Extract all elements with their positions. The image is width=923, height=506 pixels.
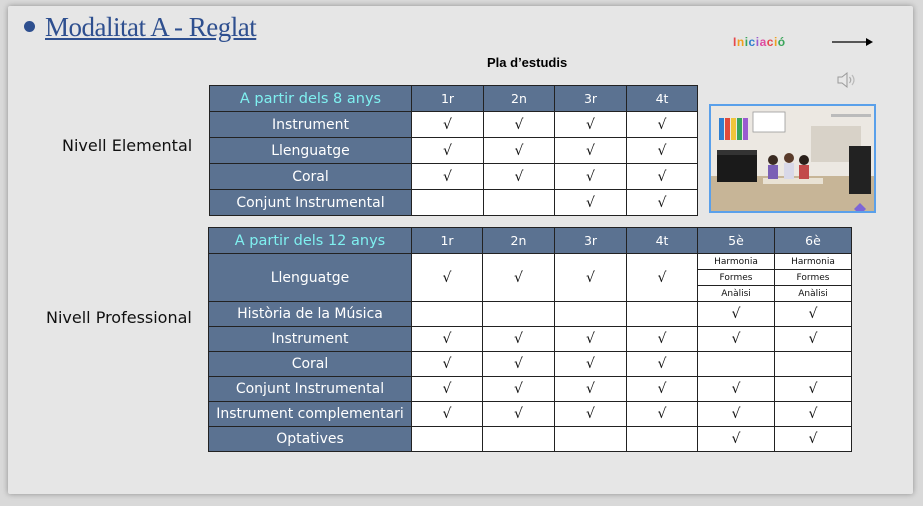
- subject-cell: Instrument: [209, 327, 412, 352]
- iniciacio-link[interactable]: [733, 35, 786, 49]
- check-cell: √: [555, 352, 627, 377]
- subject-cell: Instrument complementari: [209, 402, 412, 427]
- table-row: [210, 190, 698, 216]
- subject-cell: Conjunt Instrumental: [210, 190, 412, 216]
- check-cell: √: [412, 402, 483, 427]
- check-cell: [484, 190, 555, 216]
- check-cell: √: [627, 327, 698, 352]
- check-cell: √: [627, 164, 698, 190]
- check-cell: √: [627, 402, 698, 427]
- elemental-col-2: 2n: [484, 86, 555, 112]
- check-cell: √: [412, 377, 483, 402]
- subject-cell: Optatives: [209, 427, 412, 452]
- elemental-col-4: 4t: [627, 86, 698, 112]
- check-cell: √: [698, 302, 775, 327]
- check-cell: [483, 427, 555, 452]
- subject-cell: Història de la Música: [209, 302, 412, 327]
- sub-cell: Harmonia: [698, 254, 775, 270]
- subject-cell: Coral: [210, 164, 412, 190]
- check-cell: [627, 427, 698, 452]
- check-cell: √: [555, 138, 627, 164]
- check-cell: √: [555, 190, 627, 216]
- check-cell: √: [775, 402, 852, 427]
- table-row: [209, 402, 852, 427]
- check-cell: √: [412, 138, 484, 164]
- check-cell: √: [412, 352, 483, 377]
- check-cell: [775, 352, 852, 377]
- elemental-header-age: A partir dels 8 anys: [210, 86, 412, 112]
- subject-cell: Llenguatge: [210, 138, 412, 164]
- plan-subtitle: Pla d’estudis: [487, 55, 568, 70]
- check-cell: √: [484, 138, 555, 164]
- professional-col-5: 5è: [698, 228, 775, 254]
- professional-col-1: 1r: [412, 228, 483, 254]
- sub-cell: Harmonia: [775, 254, 852, 270]
- elemental-col-1: 1r: [412, 86, 484, 112]
- sub-cell: Anàlisi: [775, 286, 852, 302]
- check-cell: √: [483, 377, 555, 402]
- sub-cell: Anàlisi: [698, 286, 775, 302]
- iniciacio-label: Iniciació: [733, 35, 786, 49]
- elemental-col-3: 3r: [555, 86, 627, 112]
- check-cell: √: [775, 302, 852, 327]
- table-row: [210, 112, 698, 138]
- check-cell: [698, 352, 775, 377]
- sub-cell: Formes: [775, 270, 852, 286]
- check-cell: √: [412, 164, 484, 190]
- check-cell: √: [484, 164, 555, 190]
- check-cell: √: [412, 327, 483, 352]
- check-cell: [483, 302, 555, 327]
- table-row: [209, 427, 852, 452]
- check-cell: √: [412, 254, 483, 302]
- check-cell: √: [555, 164, 627, 190]
- professional-header-age: A partir dels 12 anys: [209, 228, 412, 254]
- check-cell: √: [627, 190, 698, 216]
- check-cell: √: [555, 327, 627, 352]
- right-arrow-icon[interactable]: [832, 36, 874, 48]
- check-cell: √: [775, 427, 852, 452]
- check-cell: √: [698, 377, 775, 402]
- bullet-dot: [24, 21, 35, 32]
- table-row: [210, 138, 698, 164]
- subject-cell: Llenguatge: [209, 254, 412, 302]
- check-cell: [412, 427, 483, 452]
- title-text: Modalitat A - Reglat: [45, 12, 257, 42]
- check-cell: [412, 302, 483, 327]
- professional-col-6: 6è: [775, 228, 852, 254]
- table-row: [209, 352, 852, 377]
- level-professional-label: Nivell Professional: [46, 308, 192, 327]
- table-row: [210, 164, 698, 190]
- check-cell: [555, 302, 627, 327]
- check-cell: √: [627, 112, 698, 138]
- check-cell: √: [483, 254, 555, 302]
- check-cell: √: [627, 377, 698, 402]
- check-cell: √: [698, 427, 775, 452]
- check-cell: √: [698, 402, 775, 427]
- check-cell: √: [483, 327, 555, 352]
- check-cell: √: [775, 377, 852, 402]
- table-row: [209, 377, 852, 402]
- check-cell: √: [555, 377, 627, 402]
- check-cell: √: [627, 254, 698, 302]
- professional-table: [208, 227, 852, 452]
- level-elemental-label: Nivell Elemental: [62, 136, 193, 155]
- table-row: [209, 302, 852, 327]
- check-cell: √: [555, 402, 627, 427]
- check-cell: √: [555, 254, 627, 302]
- check-cell: [627, 302, 698, 327]
- subject-cell: Coral: [209, 352, 412, 377]
- classroom-illustration: [711, 106, 874, 211]
- slide-title[interactable]: [24, 12, 256, 43]
- speaker-icon[interactable]: [836, 70, 858, 90]
- subject-cell: Instrument: [210, 112, 412, 138]
- table-row: [209, 327, 852, 352]
- sub-cell: Formes: [698, 270, 775, 286]
- check-cell: √: [775, 327, 852, 352]
- check-cell: √: [698, 327, 775, 352]
- check-cell: √: [627, 352, 698, 377]
- professional-col-2: 2n: [483, 228, 555, 254]
- professional-col-4: 4t: [627, 228, 698, 254]
- elemental-table: [209, 85, 698, 216]
- check-cell: [412, 190, 484, 216]
- professional-col-3: 3r: [555, 228, 627, 254]
- subject-cell: Conjunt Instrumental: [209, 377, 412, 402]
- check-cell: √: [484, 112, 555, 138]
- table-row: [209, 254, 852, 270]
- check-cell: √: [627, 138, 698, 164]
- check-cell: √: [483, 352, 555, 377]
- check-cell: √: [412, 112, 484, 138]
- check-cell: √: [555, 112, 627, 138]
- check-cell: [555, 427, 627, 452]
- classroom-photo: [709, 104, 876, 213]
- check-cell: √: [483, 402, 555, 427]
